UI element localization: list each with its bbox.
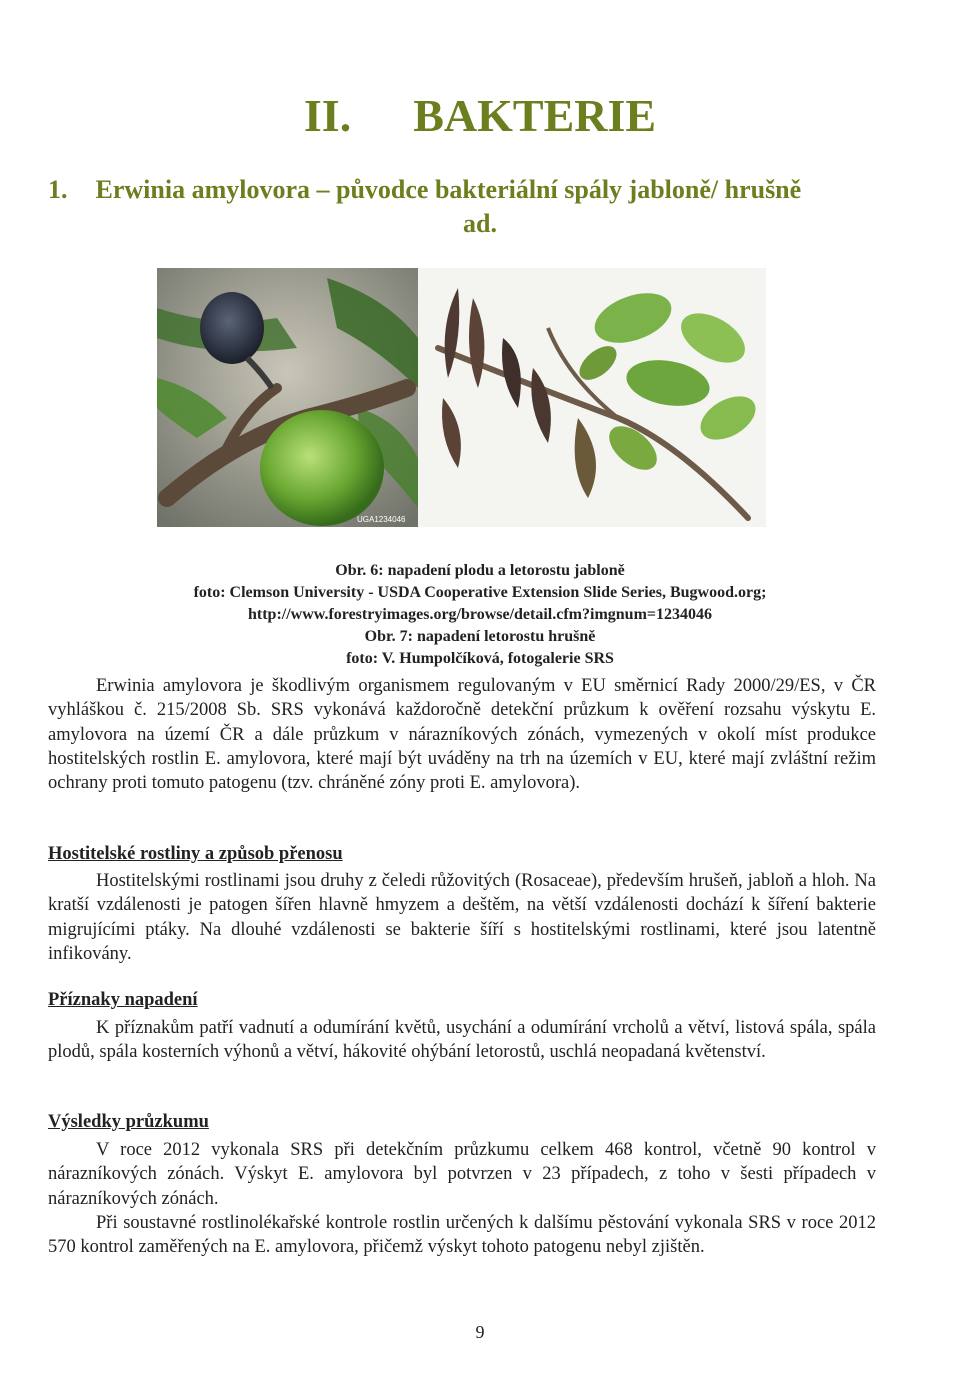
symptoms-paragraph [48,1016,876,1065]
hosts-text: Hostitelskými rostlinami jsou druhy z čeledi růžovitých (Rosaceae), především hrušeň, jabloň a hloh. Na kratší vzdálenosti je patogen šířen hlavně hmyzem a deštěm, na větší vzdálenosti dochází k šíření bakterie migrujícími ptáky. Na dlouhé vzdálenosti se bakterie šíří s hostitelskými rostlinami, které jsou latentně infikovány. [48,871,876,964]
results-paragraph [48,1138,876,1259]
section-title-line1: Erwinia amylovora – původce bakteriální spály jabloně/ hrušně [95,175,802,204]
photo-watermark: UGA1234046 [357,515,406,524]
photo-apple-fruit [157,268,418,527]
chapter-number: II. [303,90,352,141]
section-number: 1. [48,175,68,204]
results-text-2: Při soustavné rostlinolékařské kontrole rostlin určených k dalšímu pěstování vykonala SRS v roce 2012 570 kontrol zaměřených na E. amylovora, přičemž výskyt tohoto patogenu nebyl zjištěn. [48,1212,876,1258]
hosts-paragraph [48,869,876,966]
caption-line: foto: V. Humpolčíková, fotogalerie SRS [346,650,614,667]
intro-paragraph [48,674,876,795]
heading-hosts: Hostitelské rostliny a způsob přenosu [48,844,343,864]
results-text-1: V roce 2012 vykonala SRS při detekčním průzkumu celkem 468 kontrol, včetně 90 kontrol v nárazníkových zónách. Výskyt E. amylovora byl potvrzen v 23 případech, z toho v šesti případech v nárazníkových zónách. [48,1140,876,1209]
caption-line: Obr. 6: napadení plodu a letorostu jabloně [335,562,625,579]
caption-line: foto: Clemson University - USDA Cooperative Extension Slide Series, Bugwood.org; [193,584,767,601]
section-title-line2: ad. [463,209,497,238]
caption-line: http://www.forestryimages.org/browse/detail.cfm?imgnum=1234046 [247,606,713,623]
photo-pear-shoot [418,268,766,527]
figure-caption [48,560,912,670]
heading-symptoms: Příznaky napadení [48,990,198,1010]
caption-line: Obr. 7: napadení letorostu hrušně [364,628,596,645]
page-number: 9 [475,1322,485,1342]
intro-text: Erwinia amylovora je škodlivým organismem regulovaným v EU směrnicí Rady 2000/29/ES, v ČR vyhláškou č. 215/2008 Sb. SRS vykonává každoročně detekční průzkum k ověření rozsahu výskytu E. amylovora na území ČR a dále průzkum v nárazníkových zónách, vymezených v okolí míst produkce hostitelských rostlin E. amylovora, které mají být uváděny na trh na územích v EU, které mají zvláštní režim ochrany proti tomuto patogenu (tzv. chráněné zóny proti E. amylovora). [48,676,876,794]
heading-results: Výsledky průzkumu [48,1112,209,1132]
symptoms-text: K příznakům patří vadnutí a odumírání květů, usychání a odumírání vrcholů a větví, listová spála, spála plodů, spála kosterních výhonů a větví, hákovité ohýbání letorostů, uschlá neopadaná květenství. [48,1018,876,1063]
chapter-heading [0,90,960,142]
section-title [48,173,912,241]
chapter-title: BAKTERIE [413,90,657,141]
